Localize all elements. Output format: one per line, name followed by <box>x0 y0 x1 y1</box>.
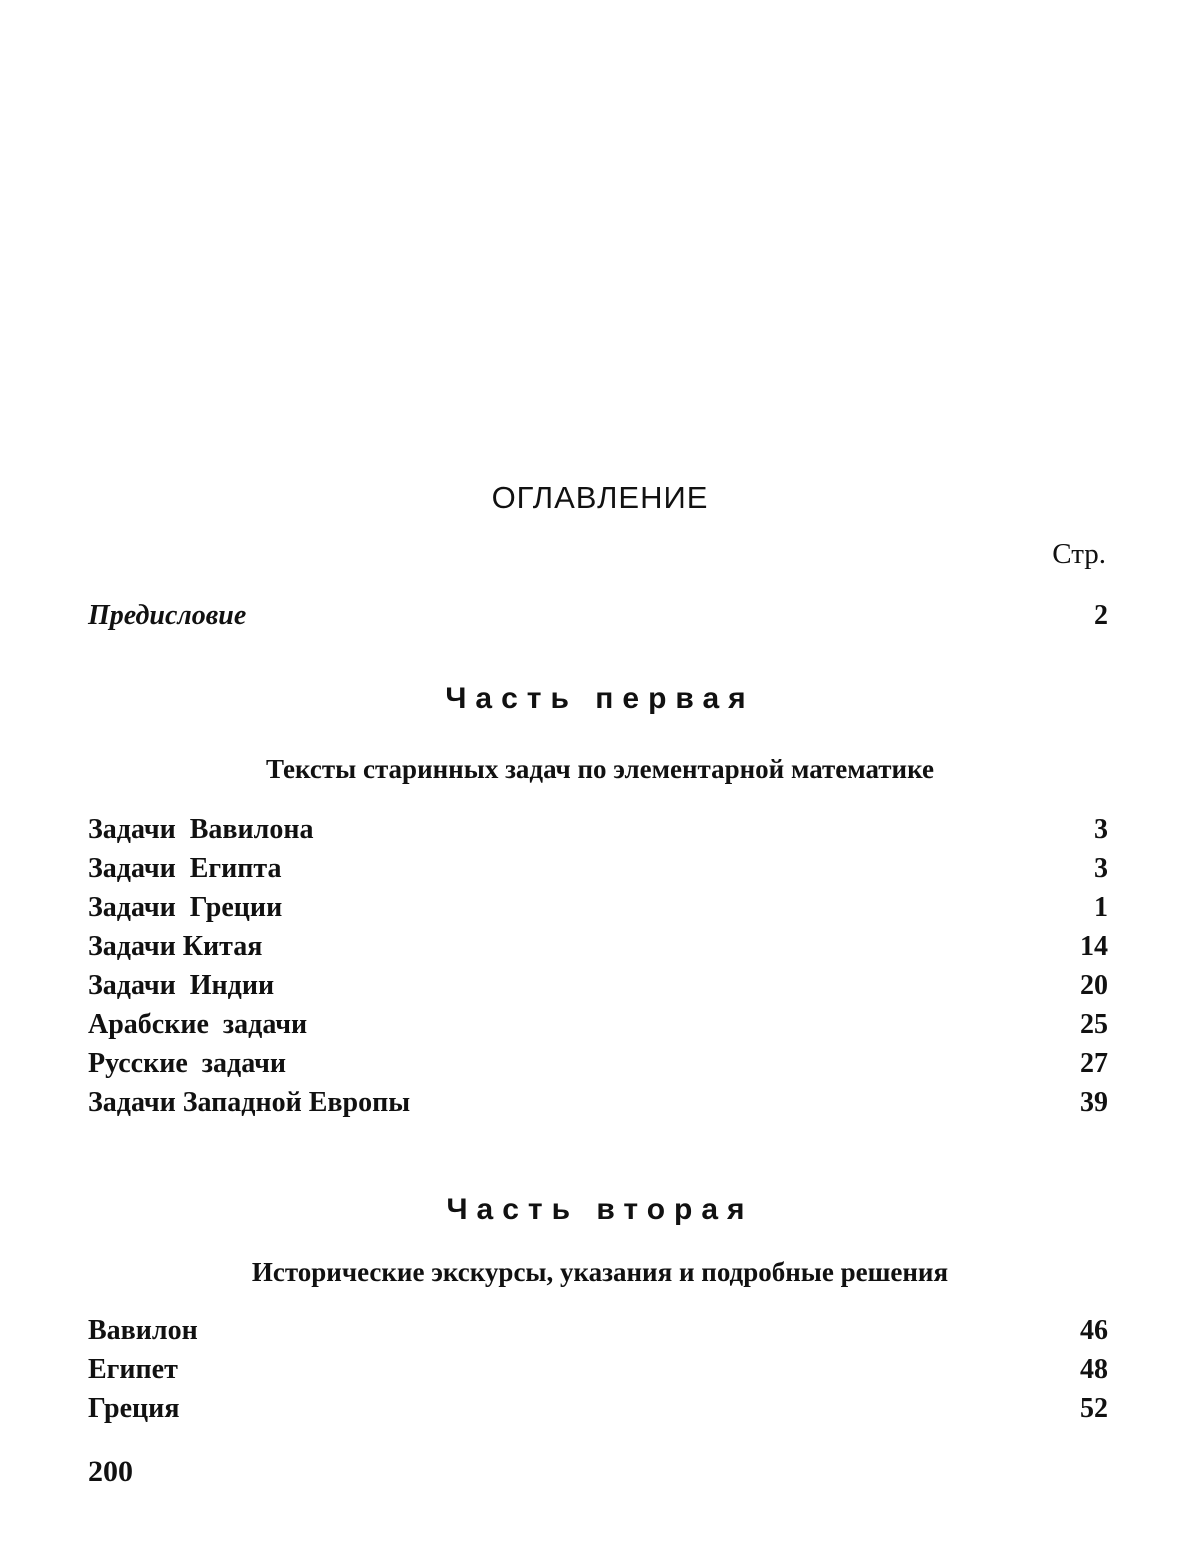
toc-title: ОГЛАВЛЕНИЕ <box>491 480 709 515</box>
toc-entry[interactable] <box>88 1048 1108 1084</box>
part-one-title: Часть первая <box>445 682 755 715</box>
toc-entry[interactable] <box>88 931 1108 967</box>
toc-entry-page: 1 <box>1094 892 1108 923</box>
toc-entry-label: Задачи Западной Европы <box>88 1087 411 1118</box>
toc-entry-page: 52 <box>1080 1393 1108 1424</box>
toc-entry-label: Задачи Индии <box>88 970 275 1001</box>
toc-entry-label: Египет <box>88 1354 178 1385</box>
toc-entry-label: Задачи Китая <box>88 931 263 962</box>
toc-entry-page: 39 <box>1080 1087 1108 1118</box>
page-number: 200 <box>88 1455 133 1488</box>
toc-entry-label: Греция <box>88 1393 180 1424</box>
toc-entry-label: Русские задачи <box>88 1048 287 1079</box>
toc-entry-label: Вавилон <box>88 1315 198 1346</box>
toc-entry[interactable] <box>88 1087 1108 1123</box>
toc-entry[interactable] <box>88 814 1108 850</box>
toc-entry[interactable] <box>88 1393 1108 1429</box>
toc-entry-page: 25 <box>1080 1009 1108 1040</box>
toc-entry[interactable] <box>88 1315 1108 1351</box>
part-one-subtitle: Тексты старинных задач по элементарной математике <box>266 754 934 784</box>
toc-entry-page: 3 <box>1094 814 1108 845</box>
toc-entry-page: 48 <box>1080 1354 1108 1385</box>
toc-entry-label: Задачи Вавилона <box>88 814 314 845</box>
toc-entry-page: 14 <box>1080 931 1108 962</box>
part-two-subtitle: Исторические экскурсы, указания и подробные решения <box>251 1257 949 1287</box>
toc-entry-label: Задачи Греции <box>88 892 283 923</box>
toc-entry-page: 20 <box>1080 970 1108 1001</box>
toc-entry-label: Предисловие <box>88 600 247 631</box>
toc-entry-page: 2 <box>1094 600 1108 631</box>
toc-entry-preface[interactable] <box>88 600 1108 636</box>
toc-entry[interactable] <box>88 1354 1108 1390</box>
toc-entry[interactable] <box>88 1009 1108 1045</box>
toc-entry-label: Задачи Египта <box>88 853 282 884</box>
toc-entry-label: Арабские задачи <box>88 1009 308 1040</box>
part-two-title: Часть вторая <box>446 1193 754 1226</box>
toc-entry[interactable] <box>88 853 1108 889</box>
toc-entry-page: 3 <box>1094 853 1108 884</box>
toc-entry-page: 46 <box>1080 1315 1108 1346</box>
toc-entry[interactable] <box>88 892 1108 928</box>
page-column-label: Стр. <box>1052 538 1106 570</box>
toc-entry-page: 27 <box>1080 1048 1108 1079</box>
toc-entry[interactable] <box>88 970 1108 1006</box>
